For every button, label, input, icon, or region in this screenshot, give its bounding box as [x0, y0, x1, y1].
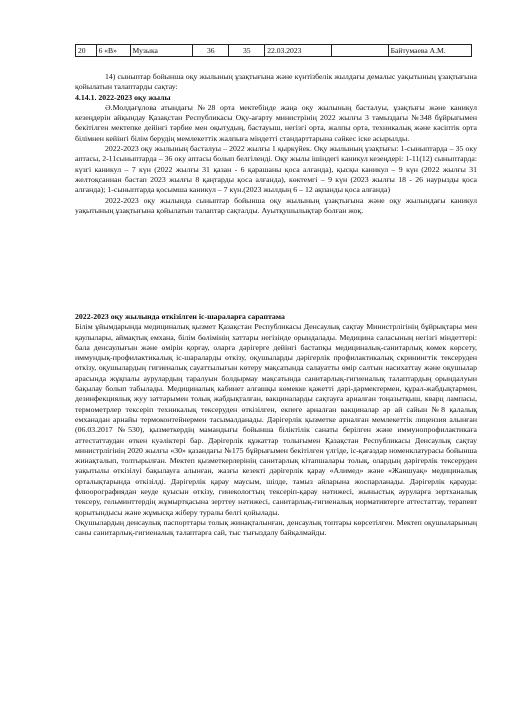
- paragraph: Оқушылардың денсаулық паспорттары толық жинақталынған, денсаулық топтары көрсетілген. Мектеп оқушыларының саны санитарлық-гигиеналық талаптарға сай, тыс тығыздалу байқалмайды.: [75, 517, 477, 538]
- paragraph: 2022-2023 оқу жылында сыныптар бойынша оқу жылының ұзақтығына және оқу жылындағы каникул уақытының ұзақтығына қойылатын талаптар сақталды. Ауытқушылықтар болған жоқ.: [75, 195, 477, 215]
- subject: Музыка: [130, 45, 193, 57]
- paragraph: Ә.Молдағұлова атындағы №28 орта мектебінде жаңа оқу жылының басталуы, ұзақтығы және каникул кезеңдерін айқындау Қазақстан Республикасы Оқу-ағарту министрінің 2022 жылғы 3 тамыздағы №348 бұйрығымен бекітілген мектепке дейінгі тәрбие мен оқытудың, бастауыш, негізгі орта, жалпы орта, техникалық және кәсіптік орта білімнен кейінгі білім берудің мемлекеттік жалпыға міндетті стандарттарына сәйкес іске асырылды.: [75, 102, 477, 143]
- hours-fact: 35: [229, 45, 265, 57]
- hours-plan: 36: [193, 45, 229, 57]
- class-name: 6 «В»: [96, 45, 130, 57]
- empty-cell: [332, 45, 389, 57]
- teacher-name: Байтумаева А.М.: [388, 45, 471, 57]
- row-number: 20: [76, 45, 97, 57]
- section-heading: 2022-2023 оқу жылында өткізілген іс-шараларға сараптама: [75, 312, 285, 321]
- table-row: [76, 45, 472, 57]
- section-medical-analysis: [75, 312, 477, 539]
- paragraph: Білім ұйымдарында медициналық қызмет Қазақстан Республикасы Денсаулық сақтау Министрлігінің бұйрықтары мен қаулылары, аймақтық емхана, білім бөлімінің хаттары негізінде орындалады. Медицина саласының негізгі міндеттері: бала денсаулығын және өмірін қорғау, оларға дәрігерге дейінгі бастапқы медициналық-санитарлық көмек көрсету, иммундық-профилактикалық іс-шараларды өткізу, оқушыларды дәрігерлік профилактикалық скринингтік тексеруден өткізу, оқушылардың гигиеналық сауаттылығын көтеру мақсатында салауатты өмір салтын насихаттау және оқушылар арасында жұқпалы аурулардың таралуын болдырмау мақсатында санитарлық-гигиеналық талаптардың орындалуын бақылау болып табылады. Медициналық кабинет алғашқы көмекке қажетті дәрі-дәрмектермен, құрал-жабдықтармен, дезинфекциялық жуу заттарымен толық жабдықталған, вакциналарды сақтауға арналған тоңазытқыш, кварц лампасы, термометрлер тексеріп техникалық тексеруден өткізілген, екпеге арналған вакциналар әр ай сайын №8 қалалық емханадан арнайы термоконтейнермен тасымалданады. Дәрігерлік қызметке арналған мемлекеттік лицензия алынған (06.03.2017 №530), қызметкердің мамандығы бойынша біліктілік санаты берілген және иммунопрофилактикаға аттестаттаудан өткен куәліктері бар. Дәрігерлік құжаттар толығымен Қазақстан Республикасы Денсаулық сақтау министрлігінің 2020 жылғы «30» қазандағы №175 бұйрығымен бекітілген үлгіде, іс-қағаздар номенклатурасы бойынша жинақталып, толтырылған. Мектеп қызметкерлерінің санитарлық кітапшалары толық, олардың дәрігерлік тексеруден уақытылы өткізілуі бақылауға алынған, жазғы кезекті дәрігерлік қарау «Алимед» және «Жаншуақ» медициналық орталықтарында өткізілді. Дәрігерлік қарау маусым, шілде, тамыз айларына жоспарланады. Дәрігерлік қарауда: флюорографиядан кеуде қуысын өткізу, гинекологтың тексеріп-қарау нәтижесі, жыныстық ауруларға зертханалық тексеру, гельминттердің жұмыртқасына зерттеу нәтижесі, санитарлық-гигиеналық нормативтерге аттестаттау, терапевт қорытындысы және жұмысқа жіберу туралы белгі қойылады.: [75, 322, 477, 517]
- section-academic-year: [75, 72, 477, 216]
- paragraph: 2022-2023 оқу жылының басталуы – 2022 жылғы 1 қыркүйек. Оқу жылының ұзақтығы: 1-сыныптарда – 35 оку аптасы, 2-11сыныптарда – 36 оку аптасы болып белгіленді. Оқу жылы ішіндегі каникул кезеңдері: 1-11(12) сыныптарда: күзгі каникул – 7 күн (2022 жылғы 31 қазан - 6 қарашаны қоса алғанда), қысқы каникул – 9 күн (2022 жылғы 31 желтоқсаннан бастап 2023 жылғы 8 қаңтарды қоса алғанда), көктемгі – 9 күн (2023 жылғы 18 - 26 наурызды қоса алғанда); 1-сыныптарда қосымша каникул – 7 күн.(2023 жылдың 6 – 12 ақпанды қоса алғанда): [75, 144, 477, 195]
- schedule-table: [75, 44, 472, 57]
- section-intro: 14) сыныптар бойынша оқу жылының ұзақтығына және күнтізбелік жылдағы демалыс уақытының ұзақтығына қойылатын талаптарды сақтау:: [75, 72, 477, 92]
- date: 22.03.2023: [265, 45, 332, 57]
- section-heading: 4.14.1. 2022-2023 оқу жылы: [75, 92, 171, 102]
